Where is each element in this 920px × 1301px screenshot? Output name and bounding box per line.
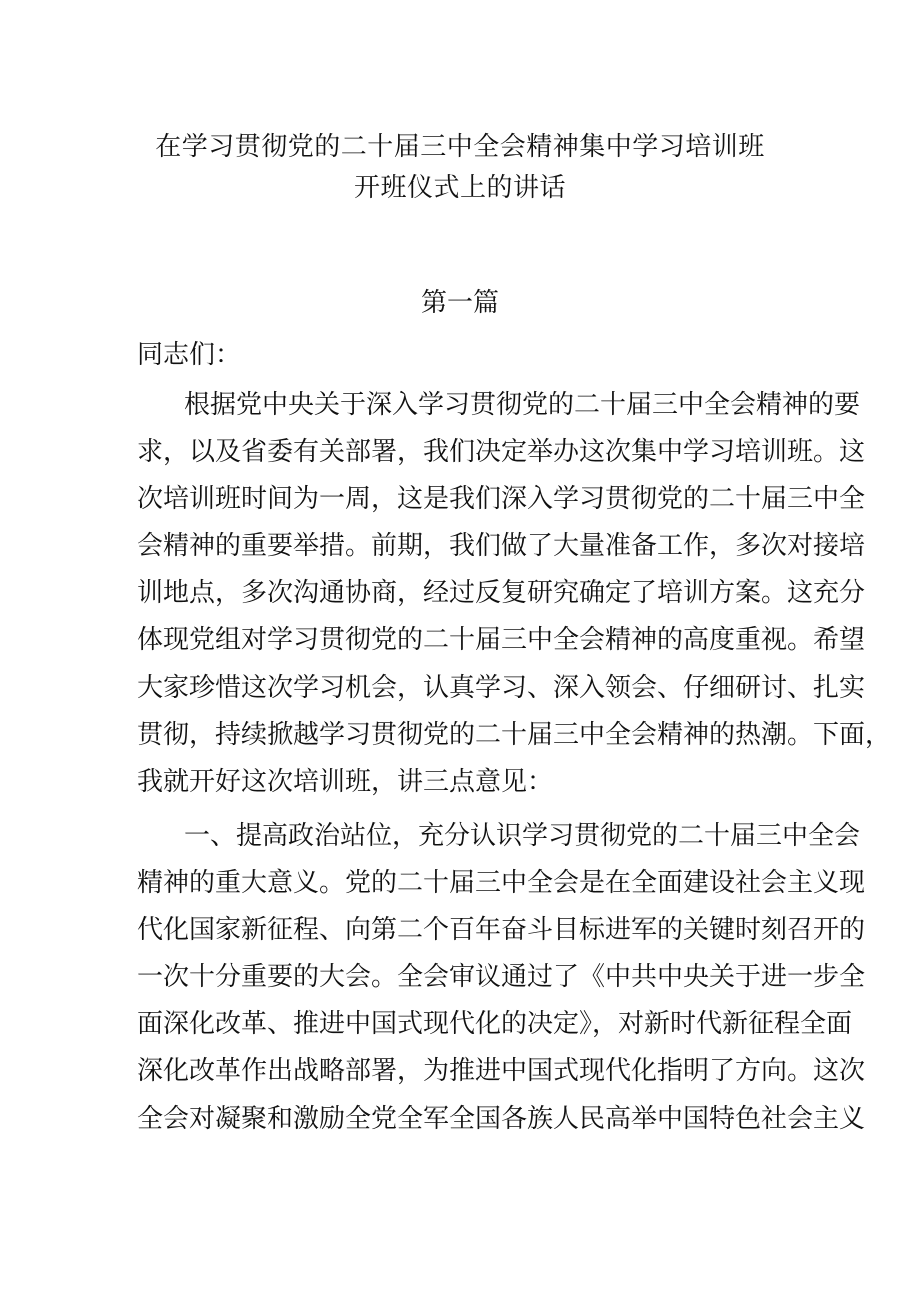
paragraph-line: 根据党中央关于深入学习贯彻党的二十届三中全会精神的要 [184, 390, 861, 420]
paragraph-line: 一次十分重要的大会。全会审议通过了《中共中央关于进一步全 [137, 962, 866, 993]
paragraph-line: 代化国家新征程、向第二个百年奋斗目标进军的关键时刻召开的 [137, 915, 866, 946]
section-heading: 第一篇 [420, 288, 499, 318]
paragraph-line: 精神的重大意义。党的二十届三中全会是在全面建设社会主义现 [137, 868, 866, 899]
paragraph-line: 全会对凝聚和激励全党全军全国各族人民高举中国特色社会主义 [137, 1103, 866, 1134]
paragraph-1 [137, 382, 892, 806]
paragraph-line: 贯彻，持续掀越学习贯彻党的二十届三中全会精神的热潮。下面， [137, 719, 892, 750]
paragraph-line: 体现党组对学习贯彻党的二十届三中全会精神的高度重视。希望 [137, 625, 866, 656]
paragraph-line: 求，以及省委有关部署，我们决定举办这次集中学习培训班。这 [137, 437, 866, 468]
title-line-1: 在学习贯彻党的二十届三中全会精神集中学习培训班 [155, 132, 765, 162]
paragraph-line: 我就开好这次培训班，讲三点意见： [137, 766, 554, 797]
paragraph-line: 大家珍惜这次学习机会，认真学习、深入领会、仔细研讨、扎实 [137, 672, 866, 703]
paragraph-line: 一、提高政治站位，充分认识学习贯彻党的二十届三中全会 [184, 821, 861, 851]
paragraph-line: 训地点，多次沟通协商，经过反复研究确定了培训方案。这充分 [137, 578, 866, 609]
salutation: 同志们： [137, 340, 242, 370]
title-line-2: 开班仪式上的讲话 [353, 173, 566, 203]
document-title [0, 127, 920, 209]
paragraph-line: 会精神的重要举措。前期，我们做了大量准备工作，多次对接培 [137, 531, 866, 562]
paragraph-2 [137, 813, 866, 1143]
paragraph-line: 面深化改革、推进中国式现代化的决定》，对新时代新征程全面 [137, 1009, 853, 1040]
paragraph-line: 次培训班时间为一周，这是我们深入学习贯彻党的二十届三中全 [137, 484, 866, 515]
paragraph-line: 深化改革作出战略部署，为推进中国式现代化指明了方向。这次 [137, 1056, 866, 1087]
